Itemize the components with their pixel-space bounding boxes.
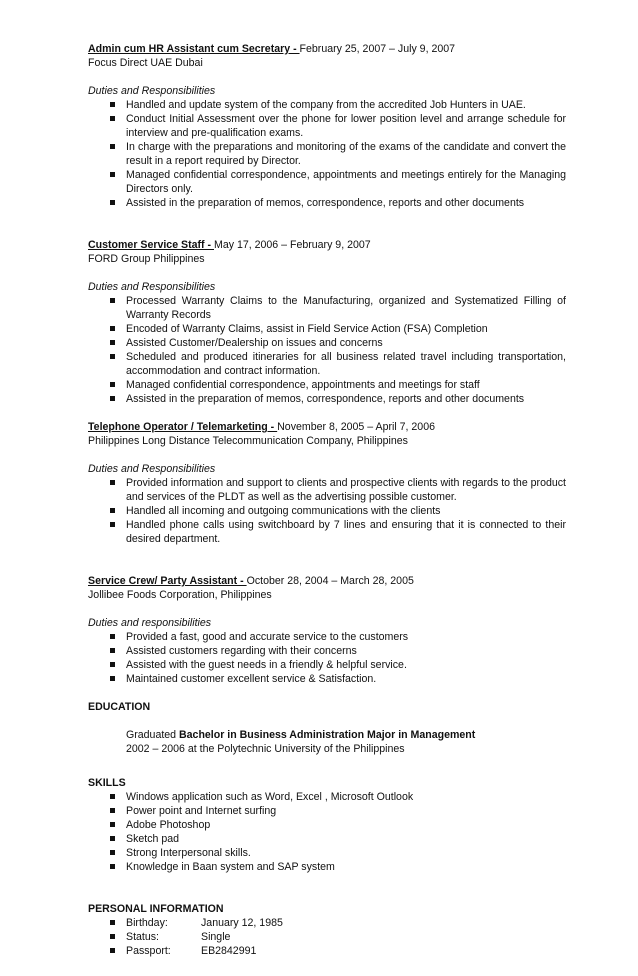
job-header [88, 420, 566, 434]
personal-info-value: January 12, 1985 [201, 917, 283, 929]
list-item: Handled phone calls using switchboard by 7 lines and ensuring that it is connected to their desired department. [110, 518, 566, 546]
company-name: Jollibee Foods Corporation, Philippines [88, 589, 272, 601]
list-item: Windows application such as Word, Excel , Microsoft Outlook [110, 790, 566, 804]
list-item: Processed Warranty Claims to the Manufacturing, organized and Systematized Filling of Warranty Records [110, 294, 566, 322]
job-entry [88, 42, 566, 210]
education-degree: Bachelor in Business Administration Major in Management [179, 729, 476, 741]
list-item: Handled and update system of the company from the accredited Job Hunters in UAE. [110, 98, 566, 112]
job-entry [88, 238, 566, 406]
personal-info-heading: PERSONAL INFORMATION [88, 903, 224, 915]
list-item: Conduct Initial Assessment over the phone for lower position level and arrange schedule for interview and pre-qualification exams. [110, 112, 566, 140]
duties-label: Duties and responsibilities [88, 617, 212, 629]
list-item: Power point and Internet surfing [110, 804, 566, 818]
job-title: Service Crew/ Party Assistant - [88, 575, 247, 587]
job-entry [88, 420, 566, 546]
list-item: Adobe Photoshop [110, 818, 566, 832]
list-item: Assisted with the guest needs in a friendly & helpful service. [110, 658, 566, 672]
list-item: Managed confidential correspondence, appointments and meetings entirely for the Managing Directors only. [110, 168, 566, 196]
list-item: Provided information and support to clients and prospective clients with regards to the product and services of the PLDT as well as the advertising possible customer. [110, 476, 566, 504]
education-detail: 2002 – 2006 at the Polytechnic University of the Philippines [126, 743, 405, 755]
list-item: Knowledge in Baan system and SAP system [110, 860, 566, 874]
list-item: Scheduled and produced itineraries for all business related travel including transportation, accommodation and contract information. [110, 350, 566, 378]
list-item: In charge with the preparations and monitoring of the exams of the candidate and convert the result in a report required by Director. [110, 140, 566, 168]
company-name: FORD Group Philippines [88, 253, 205, 265]
personal-info-value: EB2842991 [201, 945, 257, 957]
duties-label: Duties and Responsibilities [88, 463, 216, 475]
list-item [110, 944, 566, 958]
list-item: Maintained customer excellent service & Satisfaction. [110, 672, 566, 686]
education-entry [88, 728, 566, 756]
duties-list [88, 630, 566, 686]
job-title: Customer Service Staff - [88, 239, 214, 251]
resume-page [88, 42, 566, 958]
list-item: Assisted in the preparation of memos, correspondence, reports and other documents [110, 392, 566, 406]
job-header [88, 238, 566, 252]
list-item: Sketch pad [110, 832, 566, 846]
duties-list [88, 294, 566, 406]
list-item [110, 930, 566, 944]
personal-info-label: Passport: [126, 945, 171, 957]
job-title: Admin cum HR Assistant cum Secretary - [88, 43, 300, 55]
list-item: Assisted Customer/Dealership on issues and concerns [110, 336, 566, 350]
skills-list [88, 790, 566, 874]
job-dates: February 25, 2007 – July 9, 2007 [299, 43, 456, 55]
personal-info-value: Single [201, 931, 231, 943]
education-prefix: Graduated [126, 729, 180, 741]
job-header [88, 42, 566, 56]
job-dates: May 17, 2006 – February 9, 2007 [214, 239, 371, 251]
job-title: Telephone Operator / Telemarketing - [88, 421, 278, 433]
duties-label: Duties and Responsibilities [88, 281, 216, 293]
list-item: Assisted in the preparation of memos, correspondence, reports and other documents [110, 196, 566, 210]
list-item [110, 916, 566, 930]
duties-list [88, 476, 566, 546]
list-item: Provided a fast, good and accurate service to the customers [110, 630, 566, 644]
company-name: Philippines Long Distance Telecommunication Company, Philippines [88, 435, 408, 447]
list-item: Assisted customers regarding with their concerns [110, 644, 566, 658]
duties-list [88, 98, 566, 210]
job-entry [88, 574, 566, 686]
company-name: Focus Direct UAE Dubai [88, 57, 203, 69]
skills-heading: SKILLS [88, 777, 126, 789]
list-item: Managed confidential correspondence, appointments and meetings for staff [110, 378, 566, 392]
list-item: Handled all incoming and outgoing communications with the clients [110, 504, 566, 518]
personal-info-label: Status: [126, 931, 159, 943]
personal-info-label: Birthday: [126, 917, 168, 929]
list-item: Encoded of Warranty Claims, assist in Field Service Action (FSA) Completion [110, 322, 566, 336]
personal-info-list [88, 916, 566, 958]
job-dates: October 28, 2004 – March 28, 2005 [246, 575, 414, 587]
education-heading: EDUCATION [88, 701, 151, 713]
list-item: Strong Interpersonal skills. [110, 846, 566, 860]
duties-label: Duties and Responsibilities [88, 85, 216, 97]
job-dates: November 8, 2005 – April 7, 2006 [277, 421, 435, 433]
job-header [88, 574, 566, 588]
education-degree-line [126, 728, 566, 742]
